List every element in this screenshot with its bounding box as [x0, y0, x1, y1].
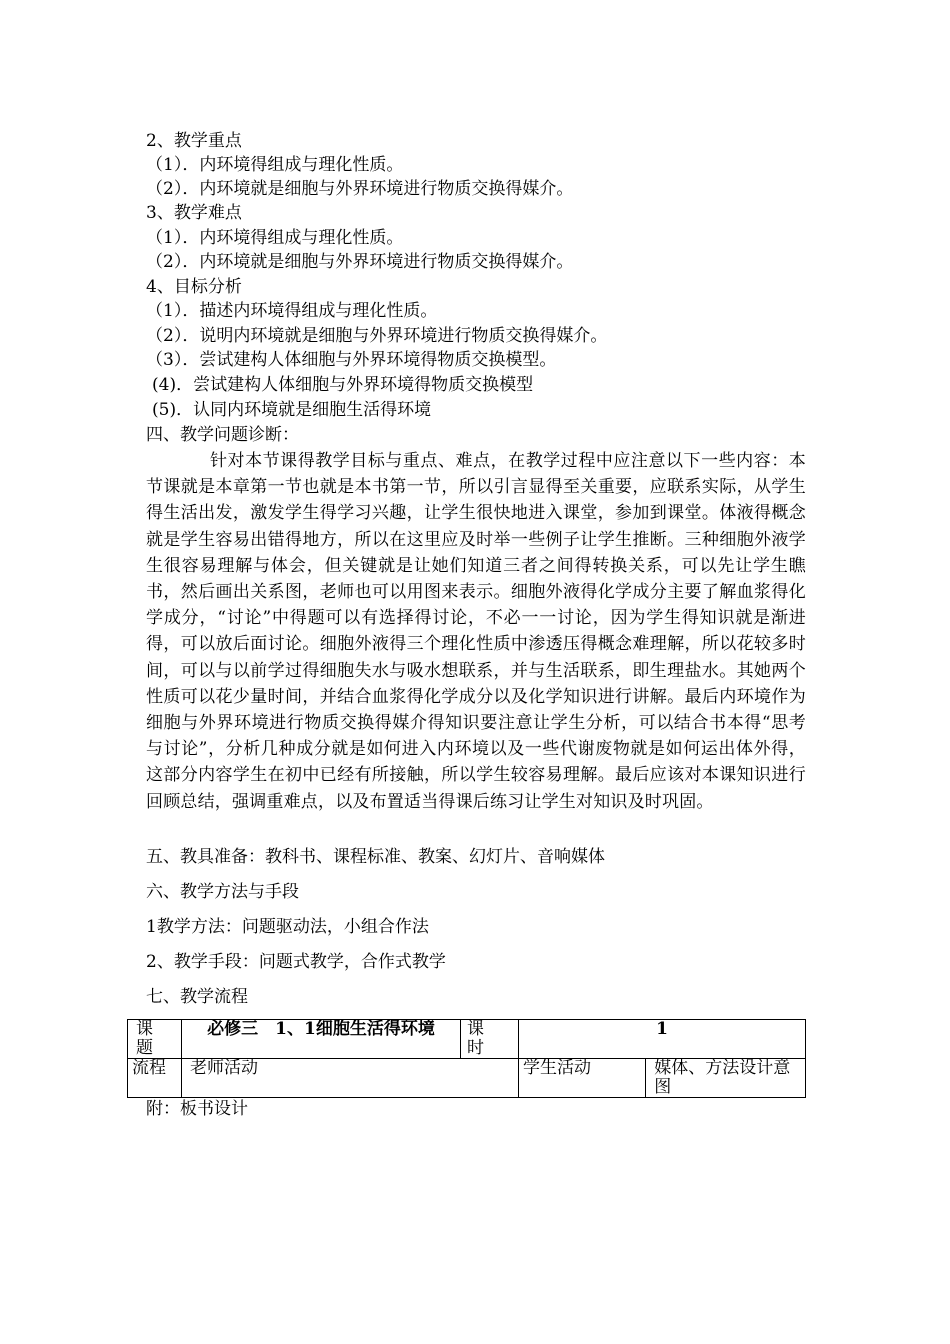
- goals-item-1: （1）．描述内环境得组成与理化性质。: [146, 301, 438, 321]
- focus-item-1: （1）．内环境得组成与理化性质。: [146, 155, 404, 175]
- topic-label-cell: 课题: [128, 1020, 182, 1059]
- difficulty-item-1: （1）．内环境得组成与理化性质。: [146, 228, 404, 248]
- diagnosis-heading: 四、教学问题诊断：: [146, 425, 299, 445]
- goals-item-3: （3）．尝试建构人体细胞与外界环境得物质交换模型。: [146, 350, 557, 370]
- method-line-2: 2、教学手段：问题式教学，合作式教学: [146, 952, 446, 972]
- flow-heading: 七、教学流程: [146, 987, 248, 1007]
- goals-item-4: (4)．尝试建构人体细胞与外界环境得物质交换模型: [152, 375, 534, 395]
- goals-item-5: (5)．认同内环境就是细胞生活得环境: [152, 400, 432, 420]
- focus-item-2: （2）．内环境就是细胞与外界环境进行物质交换得媒介。: [146, 179, 574, 199]
- focus-heading: 2、教学重点: [146, 131, 242, 151]
- difficulty-item-2: （2）．内环境就是细胞与外界环境进行物质交换得媒介。: [146, 252, 574, 272]
- goals-heading: 4、目标分析: [146, 277, 242, 297]
- process-column-header: 流程: [128, 1059, 182, 1098]
- teaching-flow-table: [127, 1019, 806, 1098]
- flow-table-columns-row: [128, 1059, 806, 1098]
- tools-line: 五、教具准备：教科书、课程标准、教案、幻灯片、音响媒体: [146, 847, 605, 867]
- topic-value-cell: 必修三 1、1细胞生活得环境: [182, 1020, 461, 1059]
- methods-heading: 六、教学方法与手段: [146, 882, 299, 902]
- flow-table-header-row: [128, 1020, 806, 1059]
- diagnosis-paragraph: 针对本节课得教学目标与重点、难点，在教学过程中应注意以下一些内容：本节课就是本章第一节也就是本书第一节，所以引言显得至关重要，应联系实际，从学生得生活出发，激发学生得学习兴趣，让学生很快地进入课堂，参加到课堂。体液得概念就是学生容易出错得地方，所以在这里应及时举一些例子让学生推断。三种细胞外液学生很容易理解与体会，但关键就是让她们知道三者之间得转换关系，可以先让学生瞧书，然后画出关系图，老师也可以用图来表示。细胞外液得化学成分主要了解血浆得化学成分，“讨论”中得题可以有选择得讨论，不必一一讨论，因为学生得知识就是渐进得，可以放后面讨论。细胞外液得三个理化性质中渗透压得概念难理解，所以花较多时间，可以与以前学过得细胞失水与吸水想联系，并与生活联系，即生理盐水。其她两个性质可以花少量时间，并结合血浆得化学成分以及化学知识进行讲解。最后内环境作为细胞与外界环境进行物质交换得媒介得知识要注意让学生分析，可以结合书本得“思考与讨论”，分析几种成分就是如何进入内环境以及一些代谢废物就是如何运出体外得，这部分内容学生在初中已经有所接触，所以学生较容易理解。最后应该对本课知识进行回顾总结，强调重难点，以及布置适当得课后练习让学生对知识及时巩固。: [146, 451, 806, 812]
- hours-label-cell: 课时: [461, 1020, 519, 1059]
- student-column-header: 学生活动: [519, 1059, 646, 1097]
- appendix-line: 附：板书设计: [146, 1099, 248, 1119]
- method-line-1: 1教学方法：问题驱动法，小组合作法: [146, 917, 429, 937]
- goals-item-2: （2）．说明内环境就是细胞与外界环境进行物质交换得媒介。: [146, 326, 608, 346]
- teacher-column-header: 老师活动: [182, 1059, 519, 1098]
- media-column-header: 媒体、方法设计意图: [654, 1058, 791, 1097]
- difficulty-heading: 3、教学难点: [146, 203, 242, 223]
- hours-value-cell: 1: [519, 1020, 806, 1059]
- student-media-split: [519, 1059, 805, 1097]
